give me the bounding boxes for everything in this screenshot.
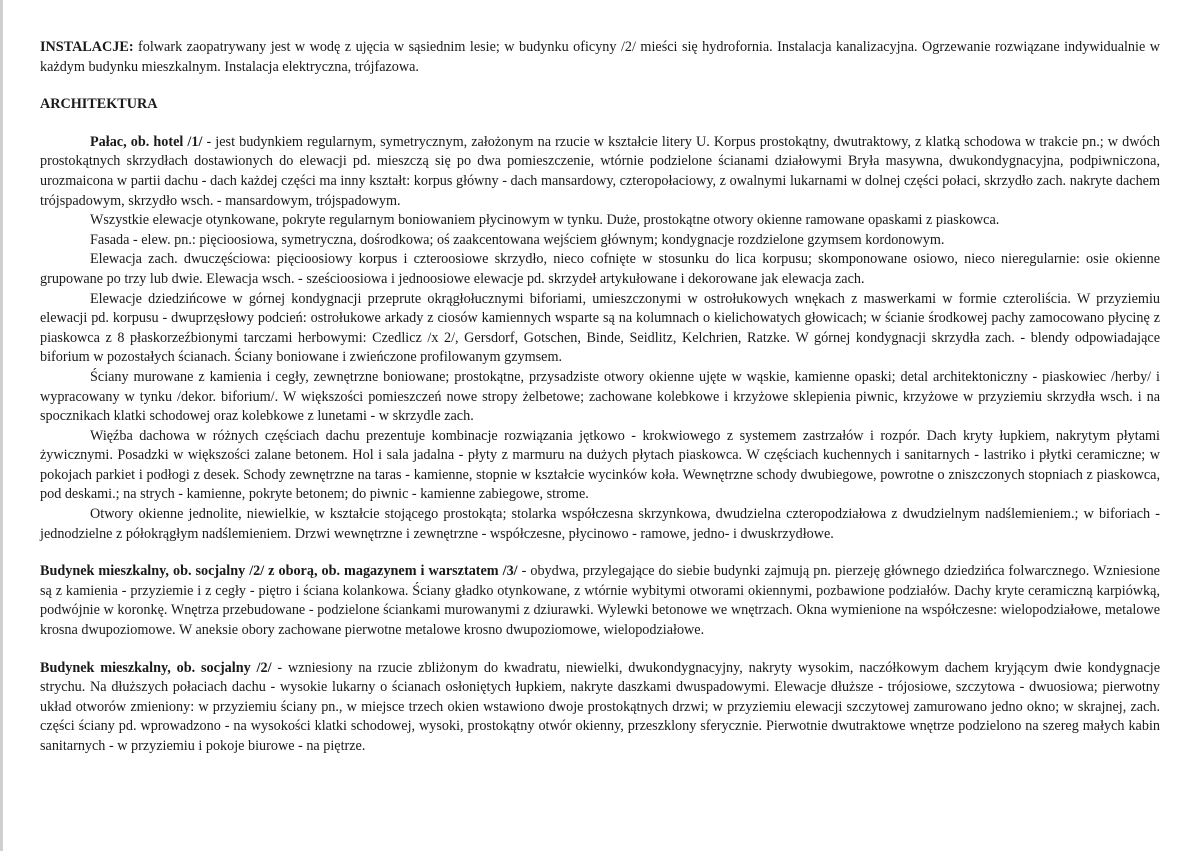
elewacje-paragraph: Wszystkie elewacje otynkowane, pokryte regularnym boniowaniem płycinowym w tynku. Duże, prostokątne otwory okienne ramowane opaskami z piaskowca. xyxy=(90,212,1000,229)
otwory-paragraph: Otwory okienne jednolite, niewielkie, w kształcie stojącego prostokąta; stolarka współczesna skrzynkowa, dwudzielna czteropodziałowa z dwudzielnym nadślemieniem.; w biforiach - jednodzielne z półokrągłym nadślemieniem. Drzwi wewnętrzne i zewnętrzne - współczesne, płycinowo - ramowe, jedno- i dwuskrzydłowe. xyxy=(40,506,1160,542)
budynek-obora-text: - obydwa, przylegające do siebie budynki zajmują pn. pierzeję głównego dziedzińca folwarcznego. Wzniesione są z kamienia - przyziemie i z cegły - piętro i ściana kolankowa. Ściany gładko otynkowane, z wtórnie wybitymi otworami okiennymi, pozbawione podziałów. Dachy kryte ceramiczną karpiówką, podwójnie w koronkę. Wnętrza przebudowane - podzielone ściankami murowanymi z dziurawki. Wylewki betonowe we wnętrzach. Okna wymienione na współczesne: wielopodziałowe, metalowe krosna dwupoziomowe. W aneksie obory zachowane pierwotne metalowe krosno dwupoziomowe, wielopodziałowe. xyxy=(40,563,1160,639)
wiezba-paragraph: Więźba dachowa w różnych częściach dachu prezentuje kombinacje rozwiązania jętkowo - krokwiowego z systemem zastrzałów i rozpór. Dach kryty łupkiem, nakrytym płytami żywicznymi. Posadzki w większości zalane betonem. Hol i sala jadalna - płyty z marmuru na dużych płytach piaskowca. W częściach kuchennych i sanitarnych - lastriko i płytki ceramiczne; w pokojach parkiet i podłogi z desek. Schody zewnętrzne na taras - kamienne, stopnie w kształcie wycinków koła. Wewnętrzne schody dwubiegowe, powrotne o zniszczonych stopniach z piaskowca, pod deskami.; na strych - kamienne, pokryte betonem; do piwnic - kamienne zabiegowe, strome. xyxy=(40,427,1160,503)
scan-edge xyxy=(0,0,3,851)
fasada-paragraph: Fasada - elew. pn.: pięcioosiowa, symetryczna, dośrodkowa; oś zaakcentowana wejściem głównym; kondygnacje rozdzielone gzymsem kordonowym. xyxy=(90,231,945,248)
instalacje-paragraph xyxy=(40,38,1160,77)
budynek-socjalny-paragraph xyxy=(40,659,1160,757)
budynek-obora-paragraph xyxy=(40,562,1160,640)
elewacje-dziedzincowe-paragraph: Elewacje dziedzińcowe w górnej kondygnacji przeprute okrągłołucznymi biforiami, umieszczonymi w ostrołukowych wnękach z maswerkami w formie czteroliścia. W przyziemiu elewacji pd. korpusu - dwuprzęsłowy podcień: ostrołukowe arkady z ciosów kamiennych wsparte są na kolumnach o kielichowatych głowicach; w ścianie środkowej pachy zamocowano płycinę z piaskowca z 8 płaskorzeźbionymi tarczami herbowymi: Czedlicz /x 2/, Gersdorf, Gotschen, Binde, Seidlitz, Kelchrien, Ratzke. W górnej kondygnacji skrzydła zach. - blendy odpowiadające biforium w pozostałych ścianach. Ściany boniowane i zwieńczone profilowanym gzymsem. xyxy=(40,290,1160,366)
palac-paragraph xyxy=(40,133,1160,211)
elewacja-zach-paragraph: Elewacja zach. dwuczęściowa: pięcioosiowy korpus i czteroosiowe skrzydło, nieco cofnięte w stosunku do lica korpusu; skomponowane osiowo, nieco nieregularnie: osie okienne grupowane po trzy lub dwie. Elewacja wsch. - sześcioosiowa i jednoosiowe elewacje pd. skrzydeł artykułowane i dekorowane jak elewacja zach. xyxy=(40,251,1160,287)
sciany-paragraph: Ściany murowane z kamienia i cegły, zewnętrzne boniowane; prostokątne, przysadziste otwory okienne ujęte w wąskie, kamienne opaski; detal architektoniczny - piaskowiec /herby/ i wypracowany w tynku /dekor. biforium/. W większości pomieszczeń nowe stropy żelbetowe; zachowane kolebkowe i krzyżowe sklepienia piwnic, krzyżowe w przyziemiu skrzydła wsch. i na spocznikach klatki schodowej oraz kolebkowe z lunetami - w skrzydle zach. xyxy=(40,368,1160,425)
document-page xyxy=(40,38,1160,757)
architektura-heading: ARCHITEKTURA xyxy=(40,96,158,113)
palac-text: - jest budynkiem regularnym, symetrycznym, założonym na rzucie w kształcie litery U. Korpus prostokątny, dwutraktowy, z klatką schodowa w trakcie pn.; w dwóch prostokątnych skrzydłach dostawionych do elewacji pd. mieszczą się po dwa pomieszczenie, wtórnie podzielone ścianami działowymi Bryła masywna, dwukondygnacyjna, podpiwniczona, urozmaicona w partii dachu - dach każdej części ma inny kształt: korpus główny - dach mansardowy, czteropołaciowy, z owalnymi lukarnami w dolnej części połaci, skrzydło zach. nakryte dachem trójspadowym, skrzydło wsch. - mansardowym, trójspadowym. xyxy=(40,133,1160,209)
budynek-socjalny-label: Budynek mieszkalny, ob. socjalny /2/ xyxy=(40,659,272,676)
budynek-obora-label: Budynek mieszkalny, ob. socjalny /2/ z oborą, ob. magazynem i warsztatem /3/ xyxy=(40,563,518,580)
budynek-socjalny-text: - wzniesiony na rzucie zbliżonym do kwadratu, niewielki, dwukondygnacyjny, nakryty wysokim, naczółkowym dachem kryjącym dwie kondygnacje strychu. Na dłuższych połaciach dachu - wysokie lukarny o ścianach osłoniętych łupkiem, nakryte daszkami dwuspadowymi. Elewacje dłuższe - trójosiowe, szczytowa - dwuosiowa; pierwotny układ otworów zmieniony: w przyziemiu ściany pn., w miejsce trzech okien wstawiono dwoje prostokątnych drzwi; w przyziemiu elewacji szczytowej zamurowano jedno okno; w skrajnej, zach. części ściany pd. wprowadzono - na wysokości klatki schodowej, wysoki, prostokątny otwór okienny, przeszklony sferycznie. Pierwotnie dwutraktowe wnętrze podzielono na szereg małych kabin sanitarnych - w przyziemiu i pokoje biurowe - na piętrze. xyxy=(40,659,1161,754)
instalacje-text: folwark zaopatrywany jest w wodę z ujęcia w sąsiednim lesie; w budynku oficyny /2/ mieści się hydrofornia. Instalacja kanalizacyjna. Ogrzewanie rozwiązane indywidualnie w każdym budynku mieszkalnym. Instalacja elektryczna, trójfazowa. xyxy=(40,39,1160,75)
palac-label: Pałac, ob. hotel /1/ xyxy=(90,133,203,150)
instalacje-label: INSTALACJE: xyxy=(40,39,134,55)
